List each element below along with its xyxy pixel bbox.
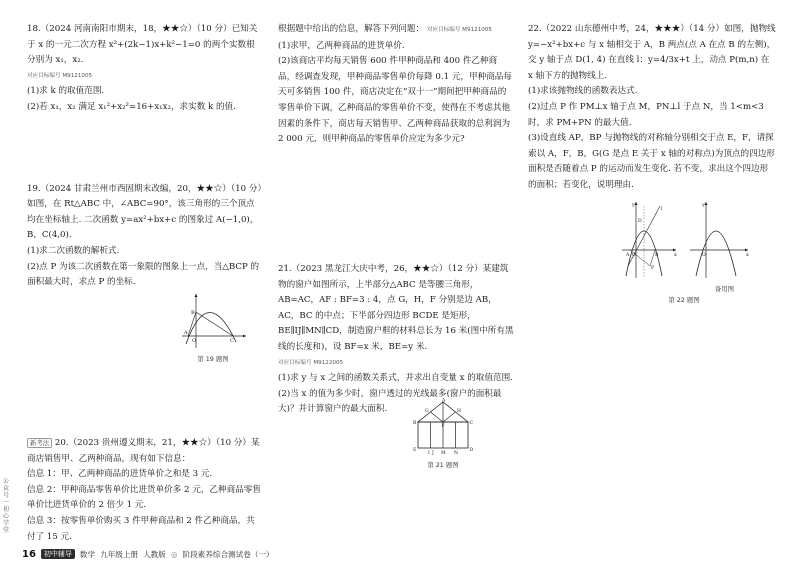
q22-part3: (3)设直线 AP，BP 与抛物线的对称轴分别相交于点 E，F，请探索以 A，F，B，G(G 是点 E 关于 x 轴的对称点)为顶点的四边形面积是否随着点 P 的运动而发生变化. 若不变，求出这个四边形的面积；若变化，说明理由. xyxy=(528,133,775,190)
q20-head-text: 20.（2023 贵州遵义期末，21，★★☆）（10 分）某商店销售甲、乙两种商品，现有如下信息： xyxy=(27,438,260,464)
figure-22-graphs xyxy=(614,196,754,280)
q20-info1: 信息 1：甲、乙两种商品的进货单价之和是 3 元. xyxy=(27,469,213,480)
svg-text:O: O xyxy=(702,253,706,258)
q20c-part2: (2)该商店平均每天销售 600 件甲种商品和 400 件乙种商品，经调查发现，甲种商品零售单价每降 0.1 元，甲种商品每天可多销售 100 件，商店决定在“双十一”期间把甲种商品的零售单价下调，乙种商品的零售单价不变，使得在不考虑其他因素的条件下，商店每天销售甲、乙两种商品获取的总利润为 2 000 元，则甲种商品的零售单价应定为多少元? xyxy=(278,56,512,145)
svg-text:B: B xyxy=(191,310,195,316)
svg-text:A: A xyxy=(442,398,446,404)
svg-text:M: M xyxy=(441,451,446,456)
footer-title: 阶段素养综合测试卷（一） xyxy=(182,549,274,559)
footer-subject: 数学 xyxy=(79,549,96,559)
svg-text:x: x xyxy=(746,252,749,258)
svg-text:l: l xyxy=(661,207,663,212)
q20c-head xyxy=(278,22,514,39)
svg-text:D: D xyxy=(469,448,474,453)
svg-text:A: A xyxy=(626,253,630,258)
figure-21-window xyxy=(412,398,474,456)
svg-text:y: y xyxy=(702,202,705,208)
column-right xyxy=(528,22,776,194)
q18-head: 18.（2024 河南南阳市期末，18，★★☆）（10 分）已知关于 x 的一元二次方程 x²+(2k−1)x+k²−1=0 的两个实数根分别为 x₁，x₂. xyxy=(27,24,258,66)
page-footer xyxy=(22,548,274,560)
svg-text:A: A xyxy=(184,330,188,336)
q18-part1: (1)求 k 的取值范围. xyxy=(27,86,105,97)
q20-head xyxy=(27,436,262,467)
svg-text:y: y xyxy=(632,202,635,208)
column-left xyxy=(27,22,262,291)
svg-text:O: O xyxy=(632,253,636,258)
q20c-head-text: 根据题中给出的信息，解答下列问题： xyxy=(278,24,425,34)
q21-part1: (1)求 y 与 x 之间的函数关系式，并求出自变量 x 的取值范围. xyxy=(278,373,513,384)
q22-part2: (2)过点 P 作 PM⊥x 轴于点 M，PN⊥l 于点 N，当 1<m<3 时，求 PM+PN 的最大值. xyxy=(528,101,764,128)
page-number: 16 xyxy=(22,548,36,560)
q22-part1: (1)求该抛物线的函数表达式. xyxy=(528,86,638,97)
side-watermark: 公众号一初心学堂 xyxy=(3,478,10,534)
q20c-code: 对应目标编号 M9121005 xyxy=(426,27,492,33)
q20c-part1: (1)求甲，乙两种商品的进货单价. xyxy=(278,40,405,51)
question-20 xyxy=(27,436,262,545)
q21-part2: (2)当 x 的值为多少时，窗户透过的光线最多(窗户的面积最大)？并计算窗户的最大面积. xyxy=(278,388,502,415)
question-21 xyxy=(278,262,514,418)
svg-text:B: B xyxy=(655,253,659,258)
q18-part2: (2)若 x₁，x₂ 满足 x₁²+x₂²=16+x₁x₂，求实数 k 的值. xyxy=(27,101,236,112)
figure-19-graph xyxy=(178,292,248,350)
q19-part2: (2)点 P 为该二次函数在第一象限的图象上一点，当△BCP 的面积最大时，求点 P 的坐标. xyxy=(27,261,260,288)
figure-21-caption: 第 21 题图 xyxy=(427,461,459,469)
brand-badge: 初中辅导 xyxy=(41,549,75,559)
footer-edition: 人教版 xyxy=(143,549,166,559)
question-18 xyxy=(27,22,262,116)
figure-22-caption: 第 22 题图 xyxy=(668,296,700,304)
figure-21 xyxy=(412,398,474,468)
svg-text:H: H xyxy=(457,409,462,414)
q22-head: 22.（2022 山东德州中考，24，★★★）（14 分）如图，抛物线 y=−x²+bx+c 与 x 轴相交于 A，B 两点(点 A 在点 B 的左侧)，交 y 轴于点 D(1, 4) 在直线 l：y=4/3x+t 上，动点 P(m,n) 在 x 轴下方的抛物线上. xyxy=(528,24,776,81)
svg-text:P: P xyxy=(651,266,655,271)
svg-text:N: N xyxy=(454,451,459,456)
footer-circle-icon: ◎ xyxy=(170,549,178,559)
q21-head: 21.（2023 黑龙江大庆中考，26，★★☆）（12 分）某建筑物的窗户如图所示，上半部分△ABC 是等腰三角形，AB=AC，AF : BF=3 : 4，点 G，H，F 分别是边 AB，AC，BC 的中点；下半部分四边形 BCDE 是矩形，BE∥IJ∥MN∥CD，制造窗户框的材料总长为 16 米(图中所有黑线的长度和)，设 BF=x 米，BE=y 米. xyxy=(278,264,514,352)
q18-code: 对应目标编号 M9121005 xyxy=(27,72,93,79)
q20-tag: 新考法 xyxy=(27,438,52,448)
q20-info2: 信息 2：甲种商品零售单价比进货单价多 2 元，乙种商品零售单价比进货单价的 2 倍少 1 元. xyxy=(27,484,261,511)
question-20-continued xyxy=(278,22,514,148)
question-19 xyxy=(27,182,262,291)
svg-text:J: J xyxy=(432,451,434,456)
q19-part1: (1)求二次函数的解析式. xyxy=(27,245,120,256)
svg-text:D: D xyxy=(638,219,642,224)
svg-text:B: B xyxy=(413,421,417,426)
svg-text:C: C xyxy=(230,338,234,344)
svg-text:O: O xyxy=(192,338,197,344)
q19-head: 19.（2024 甘肃兰州市西固期末改编，20，★★☆）（10 分）如图，在 Rt△ABC 中，∠ABC=90°，该三角形的三个顶点均在坐标轴上. 二次函数 y=ax²+bx+c 的图象过 A(−1,0)，B，C(4,0). xyxy=(27,183,262,241)
q20-info3: 信息 3：按零售单价购买 3 件甲种商品和 2 件乙种商品，共付了 15 元. xyxy=(27,515,255,542)
figure-19 xyxy=(178,292,248,362)
q21-code: 对应目标编号 M9122005 xyxy=(278,359,344,366)
footer-grade: 九年级上册 xyxy=(100,549,139,559)
column-middle xyxy=(278,22,514,148)
svg-text:I: I xyxy=(428,451,430,456)
svg-text:F: F xyxy=(441,424,445,429)
figure-19-caption: 第 19 题图 xyxy=(197,355,229,363)
svg-text:G: G xyxy=(425,409,429,414)
question-22 xyxy=(528,22,776,194)
figure-22 xyxy=(614,196,754,304)
figure-22-spare-label: 备用图 xyxy=(714,285,734,293)
svg-text:E: E xyxy=(413,448,417,453)
svg-text:x: x xyxy=(674,252,677,258)
svg-text:C: C xyxy=(469,421,474,426)
figure-22-labels xyxy=(614,284,754,293)
